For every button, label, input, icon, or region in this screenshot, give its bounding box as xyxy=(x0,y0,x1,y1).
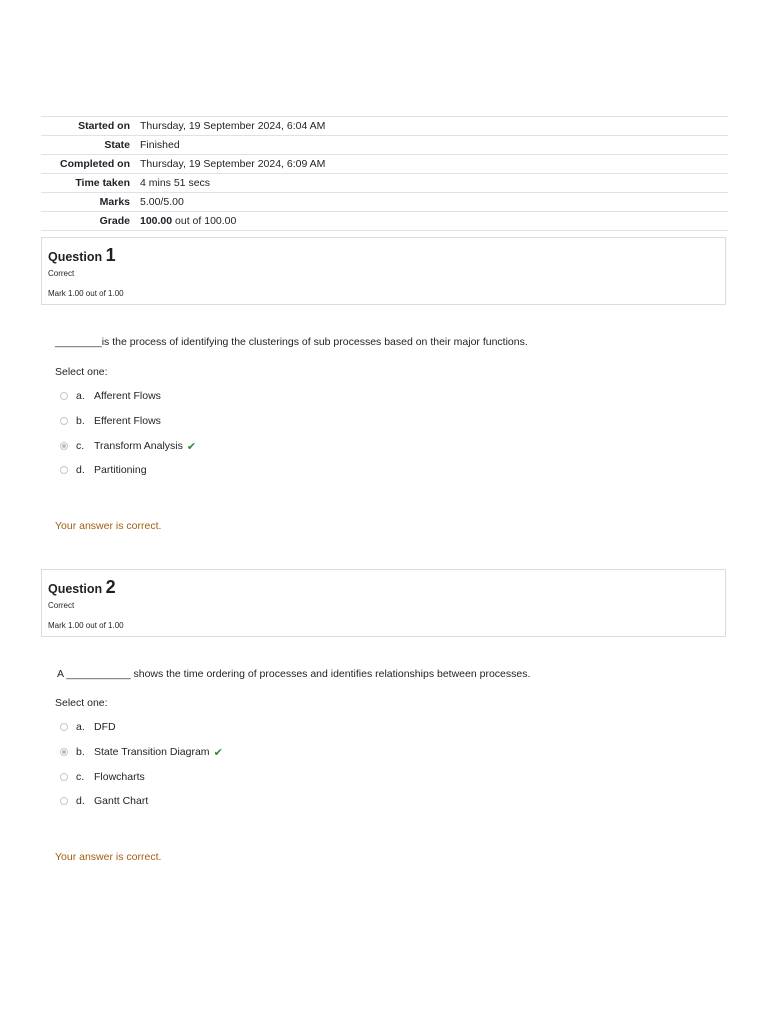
option-label: Afferent Flows xyxy=(94,390,161,402)
summary-row-time-taken xyxy=(41,173,728,192)
question-number-value: 2 xyxy=(105,577,116,597)
summary-label: Completed on xyxy=(60,158,130,170)
answer-option-selected[interactable] xyxy=(60,745,223,759)
option-letter: a. xyxy=(76,721,85,733)
option-letter: d. xyxy=(76,464,85,476)
radio-button-selected[interactable] xyxy=(60,442,68,450)
summary-row-marks xyxy=(41,192,728,211)
option-letter: c. xyxy=(76,440,85,452)
question-number xyxy=(48,577,116,598)
question-heading: Question xyxy=(48,582,103,596)
summary-label: Grade xyxy=(99,215,130,227)
answer-feedback: Your answer is correct. xyxy=(55,520,162,532)
grade-score: 100.00 xyxy=(140,215,173,227)
check-icon: ✔ xyxy=(213,746,223,759)
option-letter: c. xyxy=(76,771,85,783)
question-number-value: 1 xyxy=(105,245,116,265)
summary-value: Finished xyxy=(140,139,180,151)
radio-button[interactable] xyxy=(60,417,68,425)
option-letter: b. xyxy=(76,415,85,427)
option-label: Partitioning xyxy=(94,464,147,476)
question-text: A ___________ shows the time ordering of processes and identifies relationships between processes. xyxy=(57,668,531,680)
radio-button[interactable] xyxy=(60,797,68,805)
option-label: Efferent Flows xyxy=(94,415,161,427)
radio-button[interactable] xyxy=(60,723,68,731)
summary-value: Thursday, 19 September 2024, 6:04 AM xyxy=(140,120,326,132)
question-heading: Question xyxy=(48,250,103,264)
option-letter: d. xyxy=(76,795,85,807)
question-state: Correct xyxy=(48,601,75,610)
summary-value xyxy=(140,215,236,227)
question-info-box xyxy=(41,569,726,637)
question-mark: Mark 1.00 out of 1.00 xyxy=(48,621,124,630)
option-label: DFD xyxy=(94,721,116,733)
radio-button-selected[interactable] xyxy=(60,748,68,756)
option-label: Flowcharts xyxy=(94,771,145,783)
answer-option[interactable] xyxy=(60,770,145,784)
summary-label: Marks xyxy=(99,196,130,208)
summary-value: 5.00/5.00 xyxy=(140,196,184,208)
question-info-box xyxy=(41,237,726,305)
option-label: Transform Analysis xyxy=(94,440,183,452)
summary-value: Thursday, 19 September 2024, 6:09 AM xyxy=(140,158,326,170)
answer-option[interactable] xyxy=(60,463,147,477)
option-label: Gantt Chart xyxy=(94,795,149,807)
question-state: Correct xyxy=(48,269,75,278)
select-one-prompt: Select one: xyxy=(55,366,108,378)
summary-row-grade xyxy=(41,211,728,231)
option-letter: a. xyxy=(76,390,85,402)
select-one-prompt: Select one: xyxy=(55,697,108,709)
answer-feedback: Your answer is correct. xyxy=(55,851,162,863)
summary-value: 4 mins 51 secs xyxy=(140,177,211,189)
answer-option[interactable] xyxy=(60,794,148,808)
summary-row-started xyxy=(41,116,728,135)
radio-button[interactable] xyxy=(60,773,68,781)
summary-label: Time taken xyxy=(75,177,130,189)
summary-row-state xyxy=(41,135,728,154)
summary-label: Started on xyxy=(78,120,130,132)
question-number xyxy=(48,245,116,266)
summary-row-completed xyxy=(41,154,728,173)
radio-button[interactable] xyxy=(60,466,68,474)
answer-option[interactable] xyxy=(60,389,161,403)
option-label: State Transition Diagram xyxy=(94,746,210,758)
radio-button[interactable] xyxy=(60,392,68,400)
grade-total: out of 100.00 xyxy=(172,215,237,227)
check-icon: ✔ xyxy=(186,440,197,453)
question-mark: Mark 1.00 out of 1.00 xyxy=(48,289,124,298)
summary-label: State xyxy=(104,139,130,151)
answer-option[interactable] xyxy=(60,414,161,428)
question-text: ________is the process of identifying the clusterings of sub processes based on their major functions. xyxy=(55,336,528,348)
answer-option-selected[interactable] xyxy=(60,439,196,453)
quiz-summary-table xyxy=(41,116,728,231)
option-letter: b. xyxy=(76,746,85,758)
answer-option[interactable] xyxy=(60,720,116,734)
